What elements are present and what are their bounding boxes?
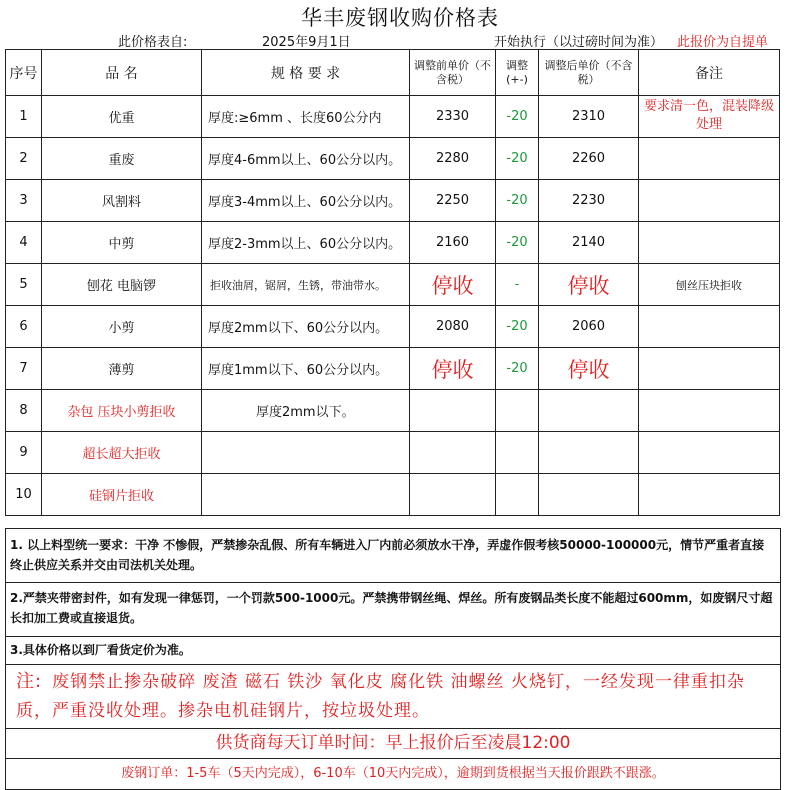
note-3: 3.具体价格以到厂看货定价为准。: [6, 636, 780, 664]
row-index: 2: [6, 138, 42, 180]
row-remark: 要求清一色，混装降级处理: [639, 96, 780, 138]
header-spec: 规 格 要 求: [202, 50, 410, 96]
row-spec: 厚度2mm以下。: [202, 390, 410, 432]
header-adjust: 调整(+-): [496, 50, 539, 96]
start-note: 开始执行（以过磅时间为准）: [494, 35, 664, 50]
row-spec: 厚度2-3mm以上、60公分以内。: [202, 222, 410, 264]
row-price-after: 2230: [539, 180, 639, 222]
row-spec: 厚度3-4mm以上、60公分以内。: [202, 180, 410, 222]
row-price-before: 停收: [410, 348, 496, 390]
page-title: 华丰废钢收购价格表: [301, 6, 499, 30]
header-remark: 备注: [639, 50, 780, 96]
row-price-before: [410, 432, 496, 474]
row-name: 优重: [42, 96, 202, 138]
notes-section: [5, 528, 781, 790]
row-adjust: [496, 390, 539, 432]
header-name: 品 名: [42, 50, 202, 96]
row-name: 薄剪: [42, 348, 202, 390]
row-name: 中剪: [42, 222, 202, 264]
effective-date: 2025年9月1日: [262, 35, 351, 50]
row-price-before: 2250: [410, 180, 496, 222]
row-index: 1: [6, 96, 42, 138]
table-row: [6, 264, 780, 306]
row-remark: [639, 390, 780, 432]
header-index: 序号: [6, 50, 42, 96]
row-name: 超长超大拒收: [42, 432, 202, 474]
row-spec: 拒收油屑，锯屑，生锈，带油带水。: [202, 264, 410, 306]
row-price-before: [410, 474, 496, 516]
supplier-order-time: 供货商每天订单时间：早上报价后至凌晨12:00: [6, 728, 780, 758]
row-remark: [639, 222, 780, 264]
table-row: [6, 306, 780, 348]
note-1: 1. 以上料型统一要求：干净 不惨假，严禁掺杂乱假、所有车辆进入厂内前必须放水干净，弄虚作假考核50000-100000元，情节严重者直接终止供应关系并交由司法机关处理。: [6, 528, 780, 582]
row-spec: 厚度:≥6mm 、长度60公分内: [202, 96, 410, 138]
table-row: [6, 96, 780, 138]
row-name: 硅钢片拒收: [42, 474, 202, 516]
effective-label: 此价格表自:: [118, 35, 188, 50]
row-price-before: 停收: [410, 264, 496, 306]
row-price-after: [539, 432, 639, 474]
row-price-after: 2060: [539, 306, 639, 348]
table-row: [6, 390, 780, 432]
row-index: 4: [6, 222, 42, 264]
row-index: 8: [6, 390, 42, 432]
row-index: 7: [6, 348, 42, 390]
row-remark: [639, 474, 780, 516]
table-row: [6, 348, 780, 390]
row-index: 6: [6, 306, 42, 348]
row-price-before: 2280: [410, 138, 496, 180]
table-row: [6, 138, 780, 180]
row-remark: 刨丝压块拒收: [639, 264, 780, 306]
order-terms: 废钢订单：1-5车（5天内完成），6-10车（10天内完成），逾期到货根据当天报价跟跌不跟涨。: [6, 758, 780, 789]
row-spec: [202, 432, 410, 474]
row-price-after: 2260: [539, 138, 639, 180]
row-remark: [639, 348, 780, 390]
row-name: 杂包 压块小剪拒收: [42, 390, 202, 432]
row-remark: [639, 138, 780, 180]
note-2: 2.严禁夹带密封件，如有发现一律惩罚，一个罚款500-1000元。严禁携带钢丝绳、焊丝。所有废钢品类长度不能超过600mm，如废钢尺寸超长扣加工费或直接退货。: [6, 582, 780, 636]
row-index: 5: [6, 264, 42, 306]
row-adjust: -20: [496, 306, 539, 348]
price-table: [5, 49, 780, 516]
table-row: [6, 180, 780, 222]
row-name: 风割料: [42, 180, 202, 222]
row-adjust: -20: [496, 222, 539, 264]
row-price-after: 停收: [539, 264, 639, 306]
header-price-after: 调整后单价（不含税）: [539, 50, 639, 96]
row-remark: [639, 306, 780, 348]
row-name: 重废: [42, 138, 202, 180]
table-header-row: [6, 50, 780, 96]
table-row: [6, 474, 780, 516]
warning-box: [6, 664, 780, 728]
row-index: 10: [6, 474, 42, 516]
warning-text: 废钢禁止掺杂破碎 废渣 磁石 铁沙 氧化皮 腐化铁 油螺丝 火烧钉，一经发现一律重扣杂质，严重没收处理。掺杂电机硅钢片，按垃圾处理。: [16, 672, 745, 721]
table-row: [6, 432, 780, 474]
row-spec: 厚度4-6mm以上、60公分以内。: [202, 138, 410, 180]
row-adjust: -20: [496, 348, 539, 390]
row-adjust: -20: [496, 180, 539, 222]
row-price-after: 2140: [539, 222, 639, 264]
row-adjust: -: [496, 264, 539, 306]
table-row: [6, 222, 780, 264]
header-price-before: 调整前单价（不含税）: [410, 50, 496, 96]
row-price-before: [410, 390, 496, 432]
row-name: 刨花 电脑锣: [42, 264, 202, 306]
row-price-before: 2160: [410, 222, 496, 264]
row-price-after: 停收: [539, 348, 639, 390]
row-price-before: 2080: [410, 306, 496, 348]
row-adjust: [496, 474, 539, 516]
row-spec: 厚度2mm以下、60公分以内。: [202, 306, 410, 348]
row-adjust: -20: [496, 96, 539, 138]
row-adjust: -20: [496, 138, 539, 180]
row-spec: 厚度1mm以下、60公分以内。: [202, 348, 410, 390]
row-name: 小剪: [42, 306, 202, 348]
row-price-before: 2330: [410, 96, 496, 138]
row-price-after: 2310: [539, 96, 639, 138]
row-index: 3: [6, 180, 42, 222]
row-adjust: [496, 432, 539, 474]
self-pickup-note: 此报价为自提单: [677, 35, 769, 50]
row-remark: [639, 180, 780, 222]
warning-lead: 注:: [16, 671, 43, 692]
row-spec: [202, 474, 410, 516]
row-index: 9: [6, 432, 42, 474]
row-price-after: [539, 474, 639, 516]
row-remark: [639, 432, 780, 474]
row-price-after: [539, 390, 639, 432]
